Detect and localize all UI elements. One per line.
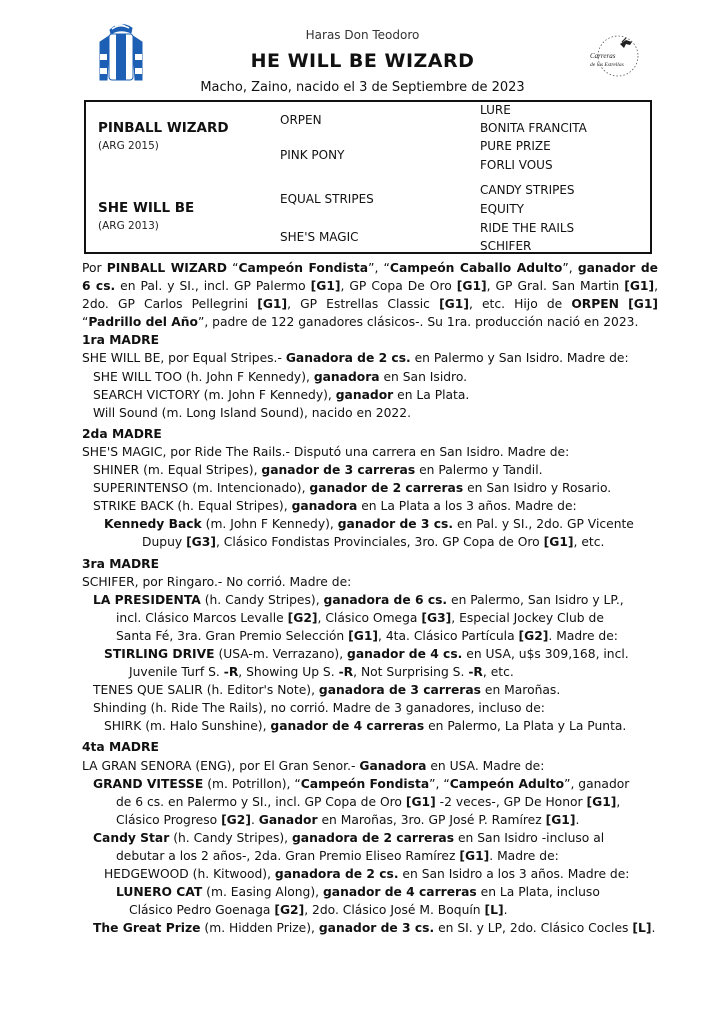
text-line: Will Sound (m. Long Island Sound), nacido en 2022. xyxy=(93,405,411,420)
text-line: Clásico Progreso [G2]. Ganador en Maroñas, 3ro. GP José P. Ramírez [G1]. xyxy=(116,812,580,827)
horse-description: Macho, Zaino, nacido el 3 de Septiembre de 2023 xyxy=(200,80,525,95)
text-line: Santa Fé, 3ra. Gran Premio Selección [G1], 4ta. Clásico Partícula [G2]. Madre de: xyxy=(116,628,618,643)
text-line: STRIKE BACK (h. Equal Stripes), ganadora en La Plata a los 3 años. Madre de: xyxy=(93,499,577,514)
text-line: Candy Star (h. Candy Stripes), ganadora de 2 carreras en San Isidro -incluso al xyxy=(93,830,605,845)
text-line: Juvenile Turf S. -R, Showing Up S. -R, Not Surprising S. -R, etc. xyxy=(129,665,514,680)
text-line: The Great Prize (m. Hidden Prize), ganador de 3 cs. en SI. y LP, 2do. Clásico Cocles [L]. xyxy=(93,921,656,936)
text-line: Shinding (h. Ride The Rails), no corrió. Madre de 3 ganadores, incluso de: xyxy=(93,701,545,716)
text-line: LUNERO CAT (m. Easing Along), ganador de 4 carreras en La Plata, incluso xyxy=(116,885,600,900)
text-line: TENES QUE SALIR (h. Editor's Note), ganadora de 3 carreras en Maroñas. xyxy=(93,683,561,698)
dam-info: (ARG 2013) xyxy=(98,220,159,232)
text-line: incl. Clásico Marcos Levalle [G2], Clásico Omega [G3], Especial Jockey Club de xyxy=(116,610,604,625)
sire-sire: ORPEN xyxy=(280,113,322,127)
sire-paragraph xyxy=(82,259,658,331)
text-line: Dupuy [G3], Clásico Fondistas Provinciales, 3ro. GP Copa de Oro [G1], etc. xyxy=(142,535,605,550)
section-heading-1ra-madre: 1ra MADRE xyxy=(82,333,160,348)
text-line: LA PRESIDENTA (h. Candy Stripes), ganadora de 6 cs. en Palermo, San Isidro y LP., xyxy=(93,592,624,607)
ancestor-g3: RIDE THE RAILS xyxy=(480,221,575,235)
catalog-body xyxy=(82,259,658,937)
logo-text-2: de las Estrellas xyxy=(590,62,624,68)
ancestor-g3: SCHIFER xyxy=(480,239,532,253)
text-line: Por PINBALL WIZARD “Campeón Fondista”, “Campeón Caballo Adulto”, ganador de xyxy=(82,261,658,275)
sire-dam: PINK PONY xyxy=(280,148,345,162)
ancestor-g3: FORLI VOUS xyxy=(480,158,553,172)
text-line: SCHIFER, por Ringaro.- No corrió. Madre de: xyxy=(82,574,352,589)
section-heading-3ra-madre: 3ra MADRE xyxy=(82,556,160,571)
text-line: 6 cs. en Pal. y SI., incl. GP Palermo [G1], GP Copa De Oro [G1], GP Gral. San Martin [G1], xyxy=(82,279,659,294)
text-line: SHINER (m. Equal Stripes), ganador de 3 carreras en Palermo y Tandil. xyxy=(93,463,543,478)
dam-sire: EQUAL STRIPES xyxy=(280,192,374,206)
stud-name: Haras Don Teodoro xyxy=(305,28,420,42)
horse-name-title: HE WILL BE WIZARD xyxy=(250,50,475,72)
dam-name: SHE WILL BE xyxy=(98,200,195,216)
logo-text-1: Carreras xyxy=(590,52,616,60)
text-line: “Padrillo del Año”, padre de 122 ganadores clásicos-. Su 1ra. producción nació en 2023. xyxy=(82,315,639,330)
sire-info: (ARG 2015) xyxy=(98,140,159,152)
text-line: Kennedy Back (m. John F Kennedy), ganador de 3 cs. en Pal. y SI., 2do. GP Vicente xyxy=(104,517,634,532)
text-line: SEARCH VICTORY (m. John F Kennedy), ganador en La Plata. xyxy=(93,387,470,402)
carreras-estrellas-logo xyxy=(586,34,650,78)
text-line: SHE WILL TOO (h. John F Kennedy), ganadora en San Isidro. xyxy=(93,369,468,384)
pedigree-table xyxy=(84,100,652,254)
text-line: 2do. GP Carlos Pellegrini [G1], GP Estrellas Classic [G1], etc. Hijo de ORPEN [G1] xyxy=(82,297,658,312)
text-line: HEDGEWOOD (h. Kitwood), ganadora de 2 cs. en San Isidro a los 3 años. Madre de: xyxy=(104,867,630,882)
text-line: GRAND VITESSE (m. Potrillon), “Campeón Fondista”, “Campeón Adulto”, ganador xyxy=(93,776,630,791)
text-line: SUPERINTENSO (m. Intencionado), ganador de 2 carreras en San Isidro y Rosario. xyxy=(93,481,612,496)
ancestor-g3: EQUITY xyxy=(480,202,525,216)
text-line: SHE'S MAGIC, por Ride The Rails.- Disputó una carrera en San Isidro. Madre de: xyxy=(82,444,570,459)
ancestor-g3: BONITA FRANCITA xyxy=(480,121,587,135)
text-line: debutar a los 2 años-, 2da. Gran Premio Eliseo Ramírez [G1]. Madre de: xyxy=(116,849,559,863)
text-line: SHE WILL BE, por Equal Stripes.- Ganadora de 2 cs. en Palermo y San Isidro. Madre de: xyxy=(82,351,629,366)
ancestor-g3: PURE PRIZE xyxy=(480,139,551,153)
section-heading-4ta-madre: 4ta MADRE xyxy=(82,740,159,755)
text-line: STIRLING DRIVE (USA-m. Verrazano), ganador de 4 cs. en USA, u$s 309,168, incl. xyxy=(104,646,629,661)
text-line: SHIRK (m. Halo Sunshine), ganador de 4 carreras en Palermo, La Plata y La Punta. xyxy=(104,719,627,734)
dam-dam: SHE'S MAGIC xyxy=(280,230,359,244)
ancestor-g3: CANDY STRIPES xyxy=(480,183,575,197)
text-line: LA GRAN SENORA (ENG), por El Gran Senor.- Ganadora en USA. Madre de: xyxy=(82,758,545,773)
text-line: de 6 cs. en Palermo y SI., incl. GP Copa de Oro [G1] -2 veces-, GP De Honor [G1], xyxy=(116,794,621,809)
ancestor-g3: LURE xyxy=(480,103,511,117)
section-heading-2da-madre: 2da MADRE xyxy=(82,426,162,441)
sire-name: PINBALL WIZARD xyxy=(98,120,229,136)
text-line: Clásico Pedro Goenaga [G2], 2do. Clásico José M. Boquín [L]. xyxy=(129,903,508,918)
